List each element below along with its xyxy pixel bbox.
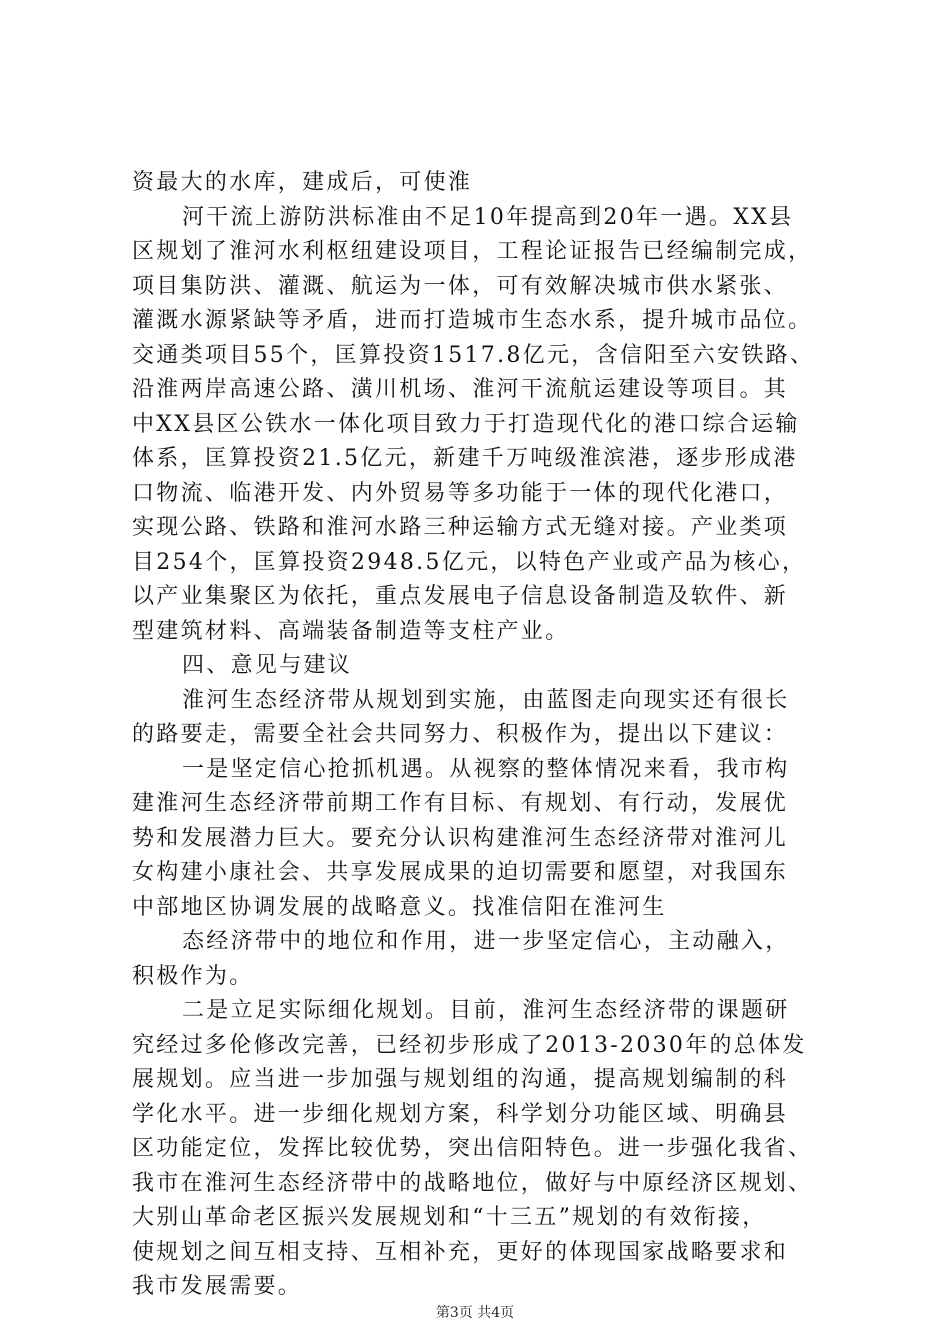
text-line: 灌溉水源紧缺等矛盾，进而打造城市生态水系，提升城市品位。: [132, 308, 813, 333]
text-line: 以产业集聚区为依托，重点发展电子信息设备制造及软件、新: [132, 584, 789, 609]
text-line: 我市在淮河生态经济带中的战略地位，做好与中原经济区规划、: [132, 1170, 813, 1196]
text-line: 建淮河生态经济带前期工作有目标、有规划、有行动，发展优: [132, 791, 789, 816]
text-line: 态经济带中的地位和作用，进一步坚定信心，主动融入，: [182, 929, 790, 954]
text-line: 学化水平。进一步细化规划方案，科学划分功能区域、明确县: [132, 1101, 789, 1127]
text-line: 淮河生态经济带从规划到实施，由蓝图走向现实还有很长: [182, 687, 790, 713]
text-line: 四、意见与建议: [182, 653, 353, 678]
text-line: 我市发展需要。: [132, 1274, 303, 1299]
page-footer: 第3页 共4页: [435, 1305, 515, 1321]
text-line: 展规划。应当进一步加强与规划组的沟通，提高规划编制的科: [132, 1067, 789, 1092]
text-line: 二是立足实际细化规划。目前，淮河生态经济带的课题研: [182, 998, 790, 1023]
text-line: 口物流、临港开发、内外贸易等多功能于一体的现代化港口，: [132, 480, 789, 506]
text-line: 体系，匡算投资21.5亿元，新建千万吨级淮滨港，逐步形成港: [132, 446, 798, 471]
text-line: 交通类项目55个，匡算投资1517.8亿元，含信阳至六安铁路、: [132, 342, 815, 368]
text-line: 沿淮两岸高速公路、潢川机场、淮河干流航运建设等项目。其: [132, 377, 789, 402]
text-line: 女构建小康社会、共享发展成果的迫切需要和愿望，对我国东: [132, 860, 789, 885]
text-line: 中XX县区公铁水一体化项目致力于打造现代化的港口综合运输: [132, 411, 800, 437]
text-line: 区规划了淮河水利枢纽建设项目，工程论证报告已经编制完成，: [132, 239, 813, 264]
text-line: 目254个，匡算投资2948.5亿元，以特色产业或产品为核心，: [132, 549, 807, 575]
text-line: 项目集防洪、灌溉、航运为一体，可有效解决城市供水紧张、: [132, 273, 789, 299]
text-line: 资最大的水库，建成后，可使淮: [132, 170, 473, 195]
text-line: 区功能定位，发挥比较优势，突出信阳特色。进一步强化我省、: [132, 1136, 813, 1161]
text-line: 型建筑材料、高端装备制造等支柱产业。: [132, 618, 570, 644]
text-line: 积极作为。: [132, 963, 254, 989]
text-line: 势和发展潜力巨大。要充分认识构建淮河生态经济带对淮河儿: [132, 825, 789, 851]
text-line: 实现公路、铁路和淮河水路三种运输方式无缝对接。产业类项: [132, 515, 789, 540]
text-line: 中部地区协调发展的战略意义。找准信阳在淮河生: [132, 894, 667, 920]
text-line: 究经过多伦修改完善，已经初步形成了2013-2030年的总体发: [132, 1032, 807, 1058]
text-line: 河干流上游防洪标准由不足10年提高到20年一遇。XX县: [182, 204, 794, 230]
text-line: 大别山革命老区振兴发展规划和“十三五”规划的有效衔接，: [132, 1205, 767, 1230]
text-line: 的路要走，需要全社会共同努力、积极作为，提出以下建议：: [132, 722, 789, 747]
document-body: [132, 166, 832, 1305]
text-line: 使规划之间互相支持、互相补充，更好的体现国家战略要求和: [132, 1239, 789, 1265]
text-line: 一是坚定信心抢抓机遇。从视察的整体情况来看，我市构: [182, 756, 790, 782]
